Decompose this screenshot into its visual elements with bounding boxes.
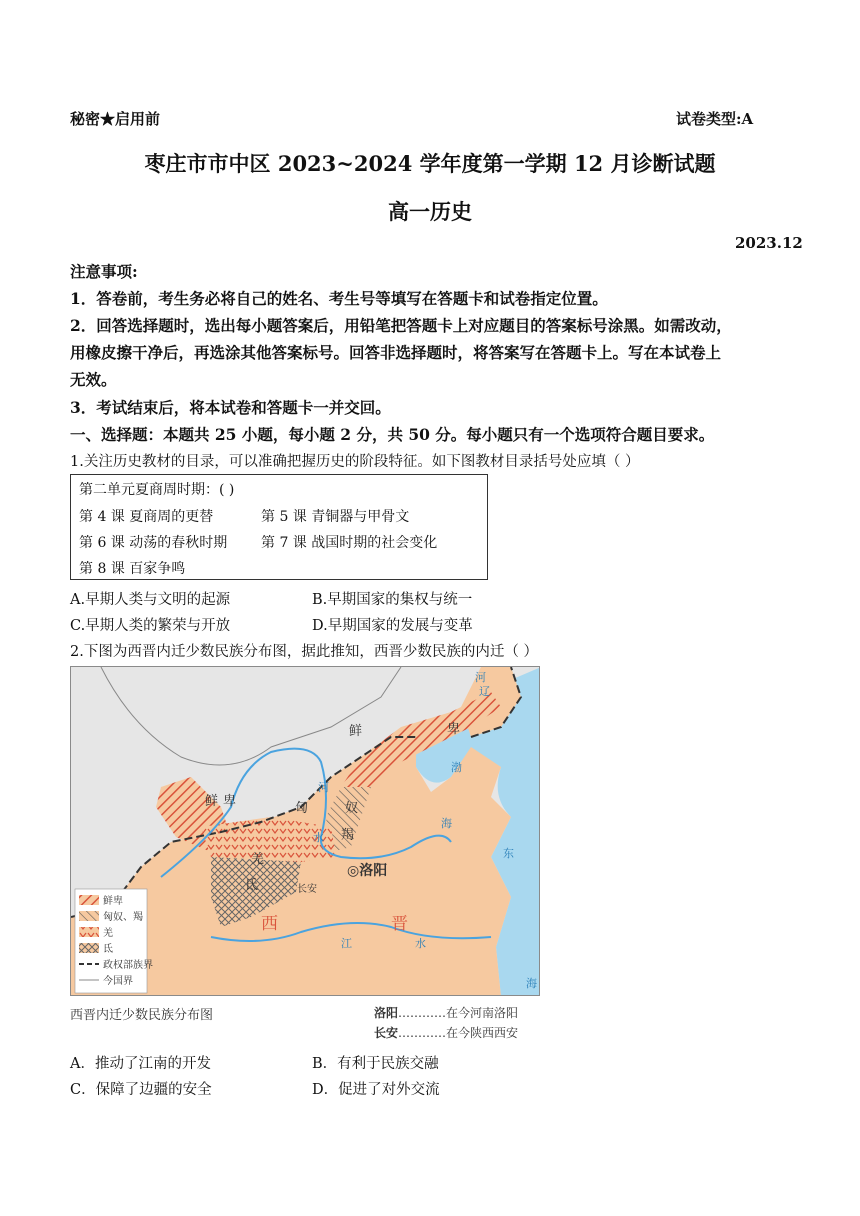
legend-label: 政权部族界 bbox=[103, 960, 153, 971]
map-label: 水 bbox=[313, 831, 324, 844]
map-label: 氐 bbox=[245, 878, 259, 893]
western-jin-migration-map bbox=[70, 666, 540, 996]
legend-label: 氐 bbox=[103, 944, 113, 955]
q2-option-b[interactable]: B．有利于民族交融 bbox=[312, 1056, 439, 1072]
toc-lesson: 第 7 课 战国时期的社会变化 bbox=[261, 535, 438, 551]
map-label: 卑 bbox=[447, 722, 461, 737]
q1-option-b[interactable]: B.早期国家的集权与统一 bbox=[312, 592, 473, 608]
map-svg bbox=[71, 667, 540, 996]
question-1-stem: 1.关注历史教材的目录，可以准确把握历史的阶段特征。如下图教材目录括号处应填（ ） bbox=[70, 454, 640, 470]
map-label: 水 bbox=[415, 937, 426, 950]
map-label: 辽 bbox=[479, 685, 490, 698]
map-label: 河 bbox=[475, 671, 486, 684]
notice-item: 1．答卷前，考生务必将自己的姓名、考生号等填写在答题卡和试卷指定位置。 bbox=[70, 289, 608, 308]
map-label: 渤 bbox=[451, 761, 462, 774]
map-label: 西 bbox=[261, 914, 278, 934]
map-label: 卑 bbox=[223, 794, 237, 809]
q2-option-c[interactable]: C．保障了边疆的安全 bbox=[70, 1082, 212, 1098]
map-label: 江 bbox=[341, 937, 352, 950]
map-label: 河 bbox=[318, 781, 329, 794]
toc-unit: 第二单元夏商周时期：( ) bbox=[79, 482, 235, 498]
map-label: 鲜 bbox=[205, 794, 219, 809]
exam-subtitle: 高一历史 bbox=[388, 199, 472, 224]
map-label: 长安 bbox=[297, 884, 317, 895]
toc-lesson: 第 8 课 百家争鸣 bbox=[79, 561, 186, 577]
map-label: 羌 bbox=[251, 852, 265, 867]
toc-lesson: 第 5 课 青铜器与甲骨文 bbox=[261, 509, 410, 525]
q1-option-c[interactable]: C.早期人类的繁荣与开放 bbox=[70, 618, 231, 634]
map-label: 东 bbox=[503, 847, 514, 860]
legend-label: 今国界 bbox=[103, 976, 133, 987]
q1-option-a[interactable]: A.早期人类与文明的起源 bbox=[70, 592, 231, 608]
map-label: 海 bbox=[526, 977, 537, 990]
notice-heading: 注意事项: bbox=[70, 262, 138, 281]
map-label: 羯 bbox=[341, 828, 355, 843]
map-label: 鲜 bbox=[349, 724, 363, 739]
toc-lesson: 第 4 课 夏商周的更替 bbox=[79, 509, 214, 525]
map-legend bbox=[75, 889, 153, 993]
map-label: 奴 bbox=[345, 801, 359, 816]
secrecy-label: 秘密★启用前 bbox=[70, 110, 161, 128]
legend-label: 鲜卑 bbox=[103, 896, 123, 907]
exam-title: 枣庄市市中区 2023~2024 学年度第一学期 12 月诊断试题 bbox=[144, 151, 716, 176]
question-2-stem: 2.下图为西晋内迁少数民族分布图，据此推知，西晋少数民族的内迁（ ） bbox=[70, 644, 538, 660]
table-of-contents-box bbox=[70, 474, 488, 580]
map-label: ◎洛阳 bbox=[347, 863, 388, 879]
notice-item: 用橡皮擦干净后，再选涂其他答案标号。回答非选择题时，将答案写在答题卡上。写在本试卷上 bbox=[70, 343, 722, 362]
q2-option-d[interactable]: D．促进了对外交流 bbox=[312, 1082, 440, 1098]
toc-lesson: 第 6 课 动荡的春秋时期 bbox=[79, 535, 228, 551]
q1-option-d[interactable]: D.早期国家的发展与变革 bbox=[312, 618, 473, 634]
paper-type-label: 试卷类型:A bbox=[676, 110, 754, 128]
section-heading: 一、选择题：本题共 25 小题，每小题 2 分，共 50 分。每小题只有一个选项符合题目要求。 bbox=[70, 425, 715, 444]
legend-label: 匈奴、羯 bbox=[103, 912, 143, 923]
note-place: 长安 bbox=[374, 1026, 399, 1040]
map-label: 匈 bbox=[295, 801, 309, 816]
q2-option-a[interactable]: A．推动了江南的开发 bbox=[70, 1056, 211, 1072]
legend-label: 羌 bbox=[103, 928, 113, 939]
note-desc: …………在今河南洛阳 bbox=[398, 1006, 519, 1020]
note-place: 洛阳 bbox=[374, 1006, 399, 1020]
notice-item: 3．考试结束后，将本试卷和答题卡一并交回。 bbox=[70, 398, 391, 417]
notice-item: 2．回答选择题时，选出每小题答案后，用铅笔把答题卡上对应题目的答案标号涂黑。如需改动， bbox=[70, 316, 732, 335]
note-desc: …………在今陕西西安 bbox=[398, 1026, 519, 1040]
map-caption: 西晋内迁少数民族分布图 bbox=[70, 1008, 214, 1023]
map-label: 海 bbox=[441, 817, 452, 830]
map-label: 晋 bbox=[391, 914, 408, 934]
notice-item: 无效。 bbox=[70, 370, 117, 389]
exam-date: 2023.12 bbox=[735, 234, 803, 252]
